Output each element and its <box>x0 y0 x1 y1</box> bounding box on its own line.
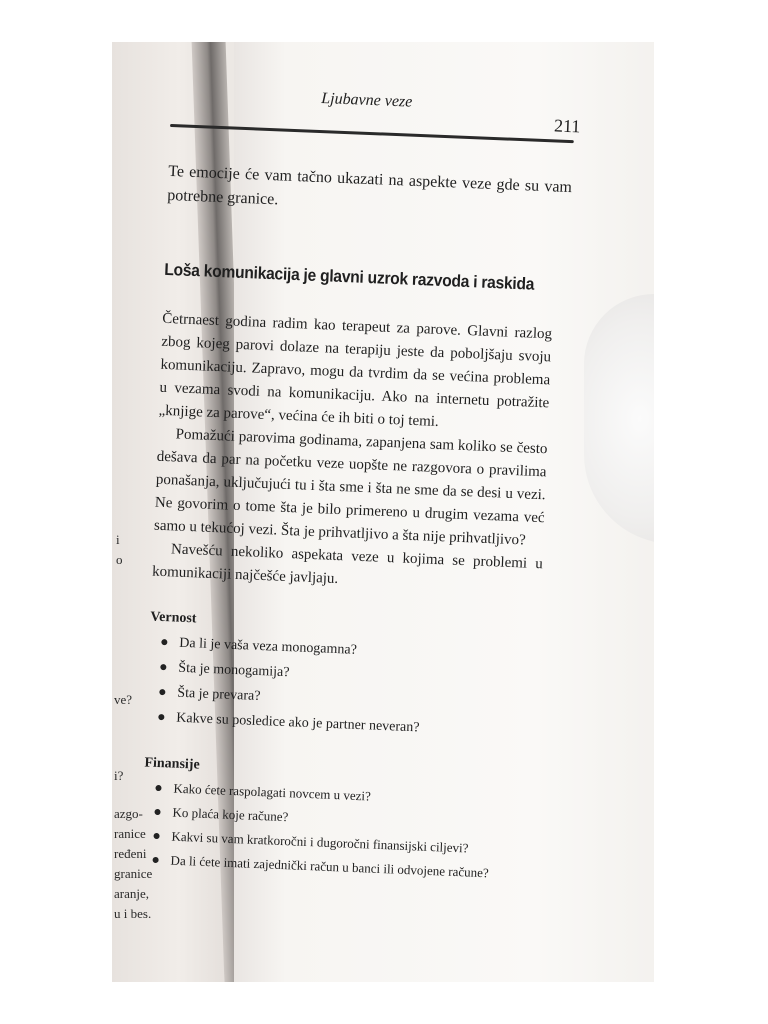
section-heading: Loša komunikacija je glavni uzrok razvoda i raskida <box>163 259 535 294</box>
left-page-fragment: aranje, <box>114 886 150 901</box>
list-item-text: Kako ćete raspolagati novcem u vezi? <box>173 780 372 804</box>
page-content <box>140 78 592 888</box>
bullet-list-finansije <box>140 775 564 888</box>
list-item-text: Ko plaća koje račune? <box>172 804 289 825</box>
left-page-fragment: i? <box>114 768 124 783</box>
bullet-icon <box>160 664 166 670</box>
list-item-text: Šta je monogamija? <box>178 660 290 681</box>
left-page-fragment: granice <box>114 866 153 881</box>
list-item-text: Da li ćete imati zajednički račun u banci ili odvojene račune? <box>170 852 490 881</box>
bullet-icon <box>152 857 158 863</box>
left-page-fragment: azgo- <box>114 806 143 821</box>
left-page-fragment: i <box>116 532 120 547</box>
left-page-fragment: ranice <box>114 826 146 841</box>
list-item-text: Da li je vaša veza monogamna? <box>179 635 358 658</box>
body-paragraph: Četrnaest godina radim kao terapeut za parove. Glavni razlog zbog kojeg parovi dolaze na terapiju jeste da poboljšaju svoju komunikaciju. Zapravo, mogu da tvrdim da se većina problema u vezama svodi na komunikaciju. Ako na internetu potražite „knjige za parove“, većina će ih biti o toj temi. <box>158 310 553 430</box>
left-page-fragment: ve? <box>114 692 133 707</box>
header-title: Ljubavne veze <box>320 90 413 111</box>
body-paragraph: Pomažući parovima godinama, zapanjena sam koliko se često dešava da par na početku veze uopšte ne razgovora o pravilima ponašanja, uključujući tu i šta sme i šta ne sme da se desi u vezi. Ne govorim o tome šta je bilo primereno u drugim vezama već samo u tekućoj vezi. Šta je prihvatljivo a šta nije prihvatljivo? <box>153 426 548 549</box>
body-paragraph: Navešću nekoliko aspekata veze u kojima se problemi u komunikaciji najčešće javljaju. <box>151 541 544 588</box>
bullet-icon <box>155 785 161 791</box>
subheading-vernost: Vernost <box>150 609 197 627</box>
bullet-icon <box>161 639 167 645</box>
bullet-icon <box>158 714 164 720</box>
bullet-list-vernost <box>146 630 570 747</box>
bullet-icon <box>159 689 165 695</box>
left-page-fragment: u i bes. <box>114 906 152 921</box>
header-rule <box>170 124 574 143</box>
bullet-icon <box>153 833 159 839</box>
list-item-text: Kakve su posledice ako je partner neveran? <box>176 710 420 736</box>
subheading-finansije: Finansije <box>144 755 200 773</box>
left-page-fragment: ređeni <box>114 846 147 861</box>
bullet-icon <box>154 809 160 815</box>
intro-paragraph: Te emocije će vam tačno ukazati na aspekte veze gde su vam potrebne granice. <box>166 162 573 209</box>
page-number: 211 <box>553 115 581 137</box>
list-item-text: Šta je prevara? <box>177 685 261 705</box>
list-item-text: Kakvi su vam kratkoročni i dugoročni finansijski ciljevi? <box>171 828 469 856</box>
left-page-fragment: o <box>116 552 123 567</box>
